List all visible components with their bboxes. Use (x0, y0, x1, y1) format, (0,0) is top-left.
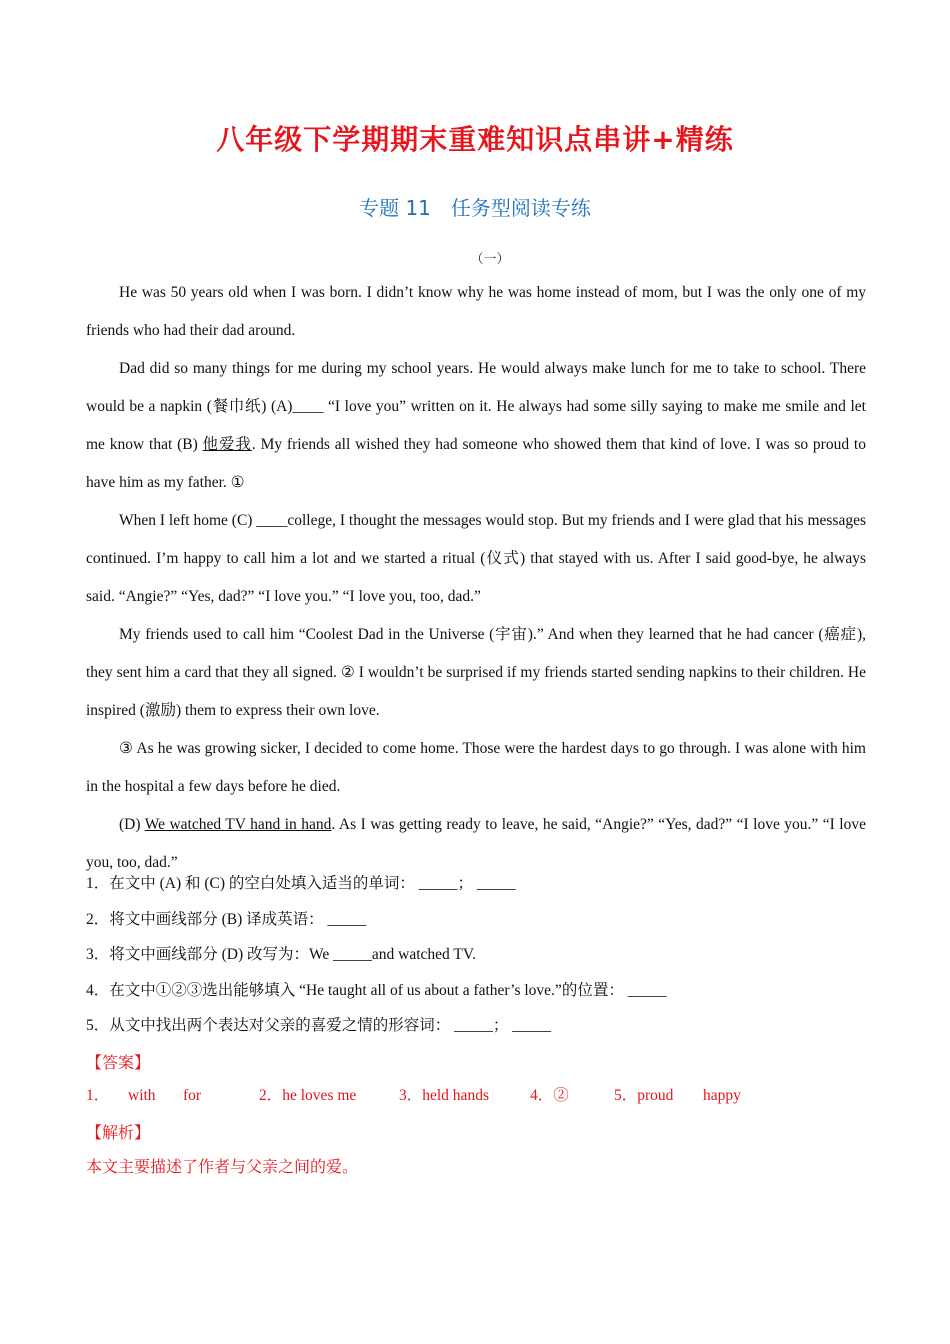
question-item: 3．将文中画线部分 (D) 改写为：We _____and watched TV. (86, 946, 476, 963)
question-item: 1．在文中 (A) 和 (C) 的空白处填入适当的单词： _____； _____ (86, 875, 516, 892)
paragraph-2 (86, 350, 866, 502)
paragraph-6-part-a: (D) (119, 816, 145, 833)
answer-1-number: 1． (86, 1087, 110, 1104)
answer-label: 【答案】 (86, 1055, 151, 1072)
reading-passage (86, 274, 866, 882)
paragraph-2-part-a: Dad did so many things for me during my school years. He would always make lunch for me to take to school. There would be a napkin (餐巾纸) (A)____ “I love you” written on it. He always had some silly saying to make me smile and let me know that (B) (86, 360, 866, 453)
answer-2: 2．he loves me (259, 1087, 357, 1104)
answer-5-first: 5．proud (614, 1087, 674, 1104)
page-title: 八年级下学期期末重难知识点串讲+精练 (216, 123, 734, 156)
paragraph-3: When I left home (C) ____college, I thought the messages would stop. But my friends and I were glad that his messages continued. I’m happy to call him a lot and we started a ritual (仪式) that stayed with us. After I said good-bye, he always said. “Angie?” “Yes, dad?” “I love you.” “I love you, too, dad.” (86, 512, 866, 605)
underlined-phrase-b: 他爱我 (202, 436, 252, 453)
paragraph-1: He was 50 years old when I was born. I didn’t know why he was home instead of mom, but I was the only one of my friends who had their dad around. (86, 284, 866, 339)
analysis-text: 本文主要描述了作者与父亲之间的爱。 (86, 1159, 359, 1176)
paragraph-2-part-b: . My friends all wished they had someone who showed them that kind of love. I was so proud to have him as my father. ① (86, 436, 866, 491)
underlined-phrase-d: We watched TV hand in hand (144, 816, 332, 833)
answer-1-value-c: for (183, 1087, 202, 1104)
question-item: 5．从文中找出两个表达对父亲的喜爱之情的形容词： _____； _____ (86, 1017, 552, 1034)
answer-1-value-a: with (128, 1087, 156, 1104)
answer-4: 4．② (530, 1087, 569, 1104)
answer-3: 3．held hands (399, 1087, 489, 1104)
question-list (86, 866, 866, 1044)
paragraph-4: My friends used to call him “Coolest Dad in the Universe (宇宙).” And when they learned that he had cancer (癌症), they sent him a card that they all signed. ② I wouldn’t be surprised if my friends started sending napkins to their children. He inspired (激励) them to express their own love. (86, 626, 866, 719)
question-item: 2．将文中画线部分 (B) 译成英语： _____ (86, 910, 367, 928)
answer-5-second: happy (703, 1087, 741, 1104)
section-number: （一） (470, 251, 510, 266)
paragraph-5: ③ As he was growing sicker, I decided to come home. Those were the hardest days to go through. I was alone with him in the hospital a few days before he died. (86, 740, 866, 795)
paragraph-6-part-b: . As I was getting ready to leave, he said, “Angie?” “Yes, dad?” “I love you.” “I love you, too, dad.” (86, 816, 866, 871)
analysis-label: 【解析】 (86, 1125, 151, 1142)
answer-list (86, 1082, 866, 1110)
page-subtitle: 专题 11 任务型阅读专练 (359, 196, 591, 220)
question-item: 4．在文中①②③选出能够填入 “He taught all of us about a father’s love.”的位置： _____ (86, 981, 667, 999)
